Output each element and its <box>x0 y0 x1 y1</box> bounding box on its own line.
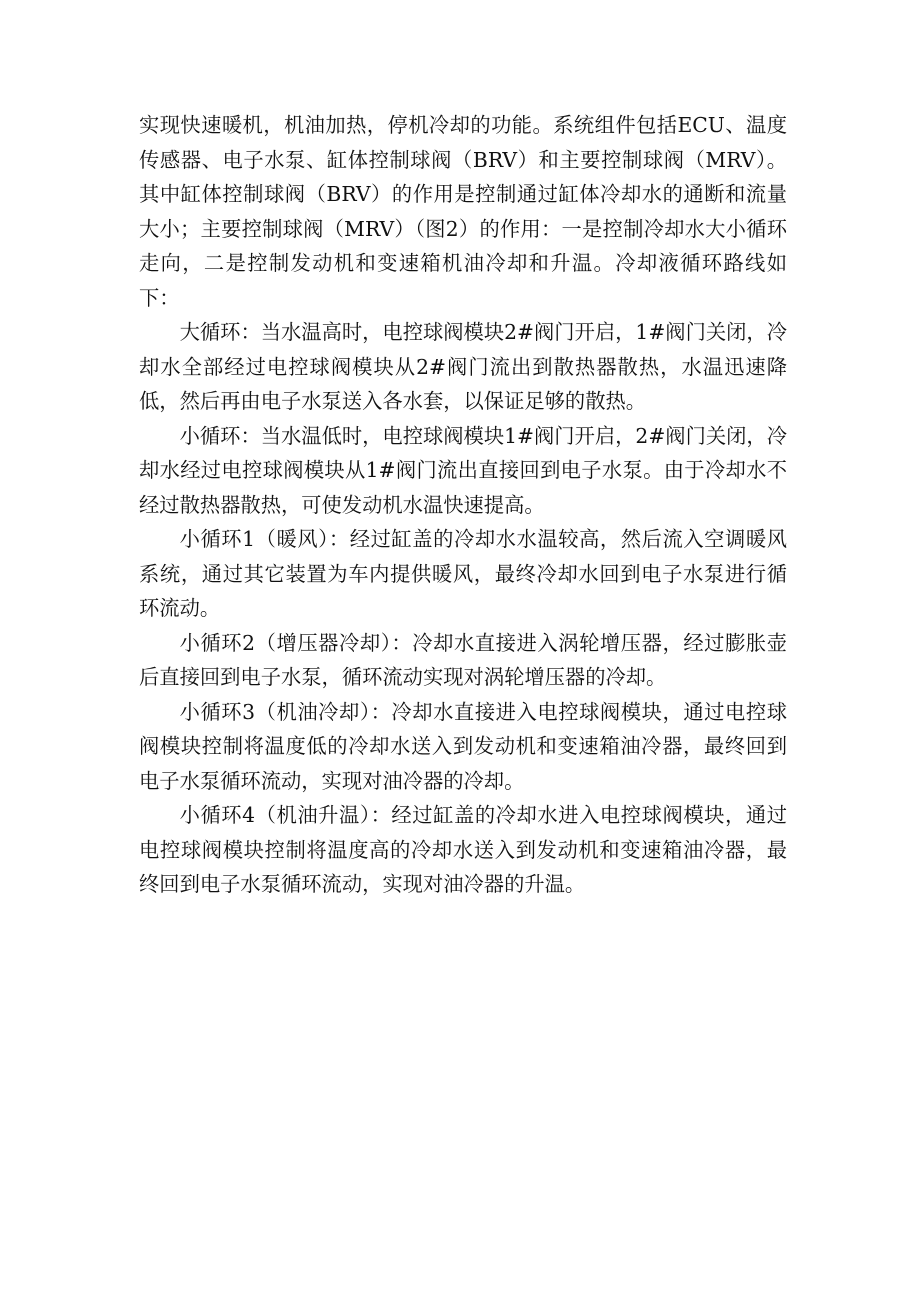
paragraph-small-circulation-2-turbo-cooling: 小循环2（增压器冷却）：冷却水直接进入涡轮增压器，经过膨胀壶后直接回到电子水泵，循环流动实现对涡轮增压器的冷却。 <box>139 630 787 689</box>
paragraph-small-circulation-3-oil-cooling: 小循环3（机油冷却）：冷却水直接进入电控球阀模块，通过电控球阀模块控制将温度低的冷却水送入到发动机和变速箱油冷器，最终回到电子水泵循环流动，实现对油冷器的冷却。 <box>139 699 787 793</box>
paragraph-small-circulation-1-heating: 小循环1（暖风）：经过缸盖的冷却水水温较高，然后流入空调暖风系统，通过其它装置为车内提供暖风，最终冷却水回到电子水泵进行循环流动。 <box>139 527 787 620</box>
paragraph-small-circulation-4-oil-warming: 小循环4（机油升温）：经过缸盖的冷却水进入电控球阀模块，通过电控球阀模块控制将温度高的冷却水送入到发动机和变速箱油冷器，最终回到电子水泵循环流动，实现对油冷器的升温。 <box>139 803 787 896</box>
document-body <box>139 108 787 902</box>
paragraph-small-circulation: 小循环：当水温低时，电控球阀模块1#阀门开启，2#阀门关闭，冷却水经过电控球阀模块从1#阀门流出直接回到电子水泵。由于冷却水不经过散热器散热，可使发动机水温快速提高。 <box>139 423 787 517</box>
paragraph-large-circulation: 大循环：当水温高时，电控球阀模块2#阀门开启，1#阀门关闭，冷却水全部经过电控球阀模块从2#阀门流出到散热器散热，水温迅速降低，然后再由电子水泵送入各水套，以保证足够的散热。 <box>139 320 787 413</box>
paragraph-intro-continued: 实现快速暖机，机油加热，停机冷却的功能。系统组件包括ECU、温度传感器、电子水泵、缸体控制球阀（BRV）和主要控制球阀（MRV）。其中缸体控制球阀（BRV）的作用是控制通过缸体冷却水的通断和流量大小；主要控制球阀（MRV）（图2）的作用：一是控制冷却水大小循环走向，二是控制发动机和变速箱机油冷却和升温。冷却液循环路线如下： <box>139 113 787 310</box>
